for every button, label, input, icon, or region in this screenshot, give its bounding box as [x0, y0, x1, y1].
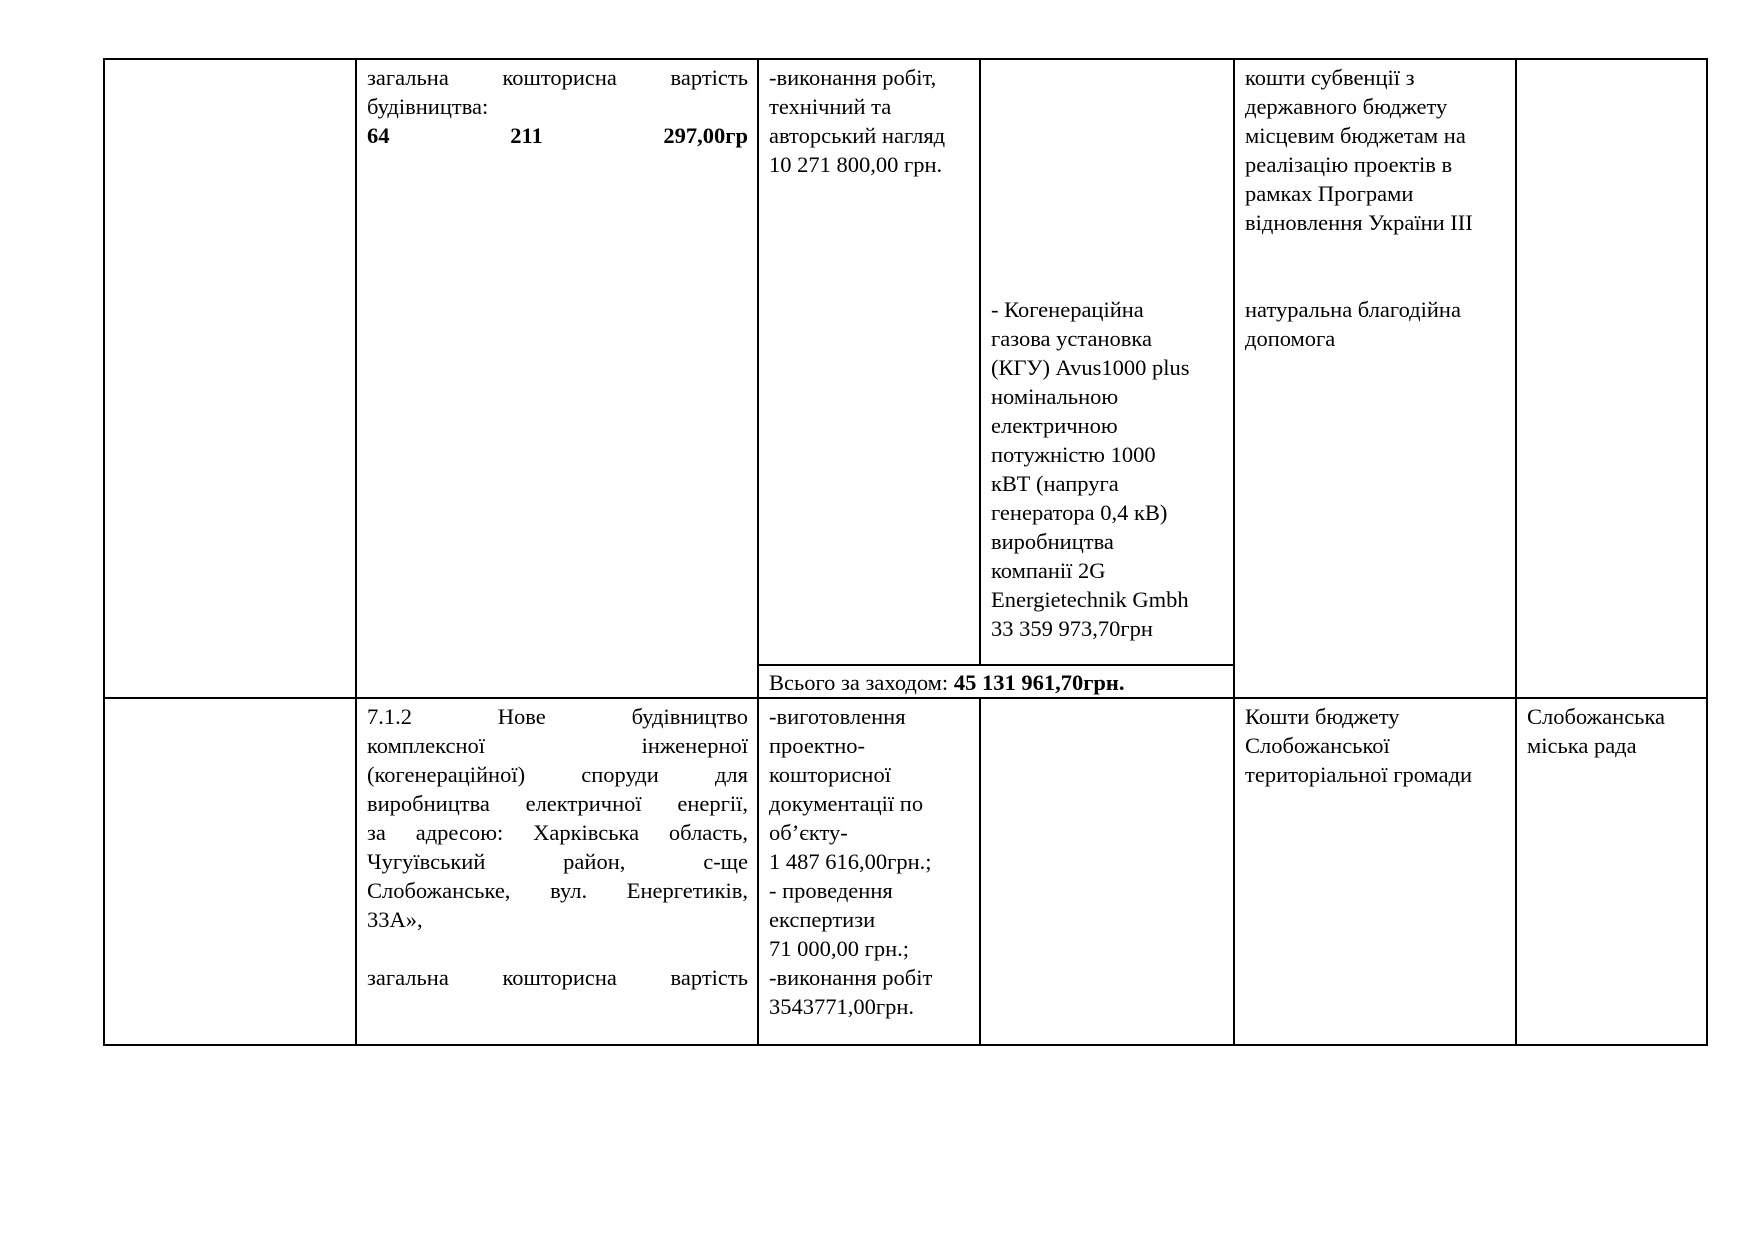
- row1-object-cell: [356, 59, 758, 698]
- object-text-line: (когенераційної) споруди для: [367, 762, 748, 787]
- object-text-line: Слобожанське, вул. Енергетиків,: [367, 878, 748, 903]
- row2-equipment-cell: [980, 698, 1234, 1045]
- row1-source-cell: [1234, 59, 1516, 698]
- object-text-line: за адресою: Харківська область,: [367, 820, 748, 845]
- total-cell: [758, 665, 1234, 698]
- object-text-line: 7.1.2 Нове будівництво: [367, 704, 748, 729]
- row2-executor-cell: Слобожанська міська рада: [1516, 698, 1707, 1045]
- funding-source-text: натуральна благодійна допомога: [1245, 297, 1461, 351]
- object-text-line: загальна кошторисна вартість: [367, 65, 748, 90]
- measures-table: [103, 58, 1708, 1046]
- table-row: [104, 698, 1707, 1045]
- row1-executor-cell: [1516, 59, 1707, 698]
- object-text-line: виробництва електричної енергії,: [367, 791, 748, 816]
- object-text-line: будівництва:: [367, 94, 489, 119]
- row1-equipment-cell: [980, 59, 1234, 665]
- funding-source-text: кошти субвенції з державного бюджету місцевим бюджетам на реалізацію проектів в рамках Програми відновлення України ІІІ: [1245, 65, 1473, 235]
- row2-number-cell: [104, 698, 356, 1045]
- total-label: Всього за заходом:: [769, 670, 949, 695]
- object-text-line: Чугуївський район, с-ще: [367, 849, 748, 874]
- row2-source-cell: Кошти бюджету Слобожанської територіальної громади: [1234, 698, 1516, 1045]
- object-cost: 64 211 297,00гр: [367, 123, 748, 148]
- object-text-line: комплексної інженерної: [367, 733, 748, 758]
- object-text-line: 33А»,: [367, 907, 423, 932]
- equipment-text: - Когенераційна газова установка (КГУ) Avus1000 plus номінальною електричною потужністю 1000 кВТ (напруга генератора 0,4 кВ) виробництва компанії 2G Energietechnik Gmbh 33 359 973,70грн: [991, 297, 1190, 641]
- row1-number-cell: [104, 59, 356, 698]
- total-value: 45 131 961,70грн.: [953, 670, 1125, 695]
- row1-works-cell: -виконання робіт, технічний та авторський нагляд 10 271 800,00 грн.: [758, 59, 980, 665]
- object-cost-line: загальна кошторисна вартість: [367, 965, 748, 990]
- row2-object-cell: [356, 698, 758, 1045]
- row2-works-cell: -виготовлення проектно- кошторисної документації по об’єкту- 1 487 616,00грн.; - проведення експертизи 71 000,00 грн.; -виконання робіт 3543771,00грн.: [758, 698, 980, 1045]
- table-row: [104, 59, 1707, 665]
